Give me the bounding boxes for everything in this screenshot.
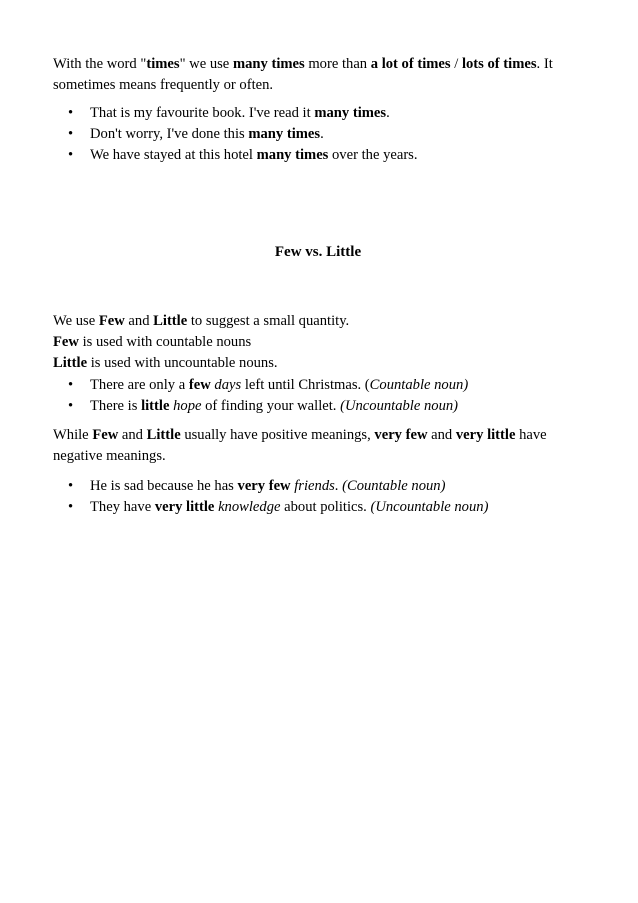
example-bold: very few: [237, 478, 291, 494]
usage-bold-little: Little: [53, 355, 88, 371]
example-text: .: [386, 105, 390, 121]
usage-text: We use: [53, 313, 99, 329]
intro-bold-lots-of-times: lots of times: [461, 56, 537, 72]
meanings-paragraph: [53, 425, 593, 467]
intro-bold-times: times: [146, 56, 180, 72]
example-text: That is my favourite book. I've read it: [90, 105, 315, 121]
example-text: There are only a: [90, 377, 189, 393]
example-bold: few: [188, 377, 211, 393]
meanings-bold-very-few: very few: [374, 427, 428, 443]
intro-text-4: /: [450, 56, 462, 72]
example-bold: many times: [314, 105, 387, 121]
usage-text: and: [124, 313, 154, 329]
example-note: (Uncountable noun): [370, 499, 489, 515]
example-text: There is: [90, 398, 142, 414]
usage-text: is used with countable nouns: [78, 334, 252, 350]
list-item: [53, 124, 593, 145]
example-bold: many times: [256, 147, 329, 163]
usage-line-3: [53, 353, 593, 374]
example-text: .: [320, 126, 324, 142]
list-item: [53, 145, 593, 166]
example-text: Don't worry, I've done this: [90, 126, 249, 142]
example-text: He is sad because he has: [90, 478, 238, 494]
example-text: They have: [90, 499, 155, 515]
usage-text: to suggest a small quantity.: [187, 313, 350, 329]
usage-bold-little: Little: [153, 313, 188, 329]
example-text: over the years.: [328, 147, 418, 163]
example-note: (Uncountable noun): [340, 398, 459, 414]
few-little-example-list: [53, 375, 593, 417]
example-text: of finding your wallet.: [201, 398, 341, 414]
intro-text-1: With the word ": [53, 56, 147, 72]
usage-bold-few: Few: [53, 334, 79, 350]
list-item: [53, 396, 593, 417]
meanings-text: and: [427, 427, 456, 443]
meanings-bold-very-little: very little: [455, 427, 516, 443]
example-noun: days: [214, 377, 242, 393]
times-example-list: [53, 103, 593, 166]
meanings-bold-little: Little: [146, 427, 181, 443]
usage-paragraph: [53, 311, 593, 374]
example-text: about politics.: [280, 499, 371, 515]
example-text: .: [334, 478, 343, 494]
example-note: Countable noun): [369, 377, 469, 393]
very-example-list: [53, 476, 593, 518]
usage-text: is used with uncountable nouns.: [87, 355, 278, 371]
list-item: [53, 497, 593, 518]
example-noun: knowledge: [218, 499, 281, 515]
intro-text-3: more than: [304, 56, 371, 72]
example-text: We have stayed at this hotel: [90, 147, 257, 163]
usage-bold-few: Few: [98, 313, 125, 329]
list-item: [53, 103, 593, 124]
intro-bold-a-lot-of-times: a lot of times: [370, 56, 451, 72]
intro-bold-many-times: many times: [232, 56, 305, 72]
meanings-text: usually have positive meanings,: [180, 427, 375, 443]
intro-text-2: " we use: [179, 56, 233, 72]
example-noun: hope: [173, 398, 202, 414]
list-item: [53, 476, 593, 497]
usage-line-1: [53, 311, 593, 332]
intro-paragraph: [53, 54, 593, 96]
usage-line-2: [53, 332, 593, 353]
example-noun: friends: [294, 478, 335, 494]
section-heading: Few vs. Little: [274, 244, 362, 260]
list-item: [53, 375, 593, 396]
meanings-text: and: [118, 427, 147, 443]
intro-text-5: . It sometimes means frequently or often.: [53, 56, 553, 93]
meanings-text: have negative meanings.: [53, 427, 547, 464]
example-text: left until Christmas. (: [241, 377, 370, 393]
meanings-text: While: [53, 427, 93, 443]
example-bold: little: [141, 398, 170, 414]
example-bold: very little: [154, 499, 215, 515]
example-note: (Countable noun): [342, 478, 446, 494]
example-bold: many times: [248, 126, 321, 142]
meanings-bold-few: Few: [92, 427, 119, 443]
